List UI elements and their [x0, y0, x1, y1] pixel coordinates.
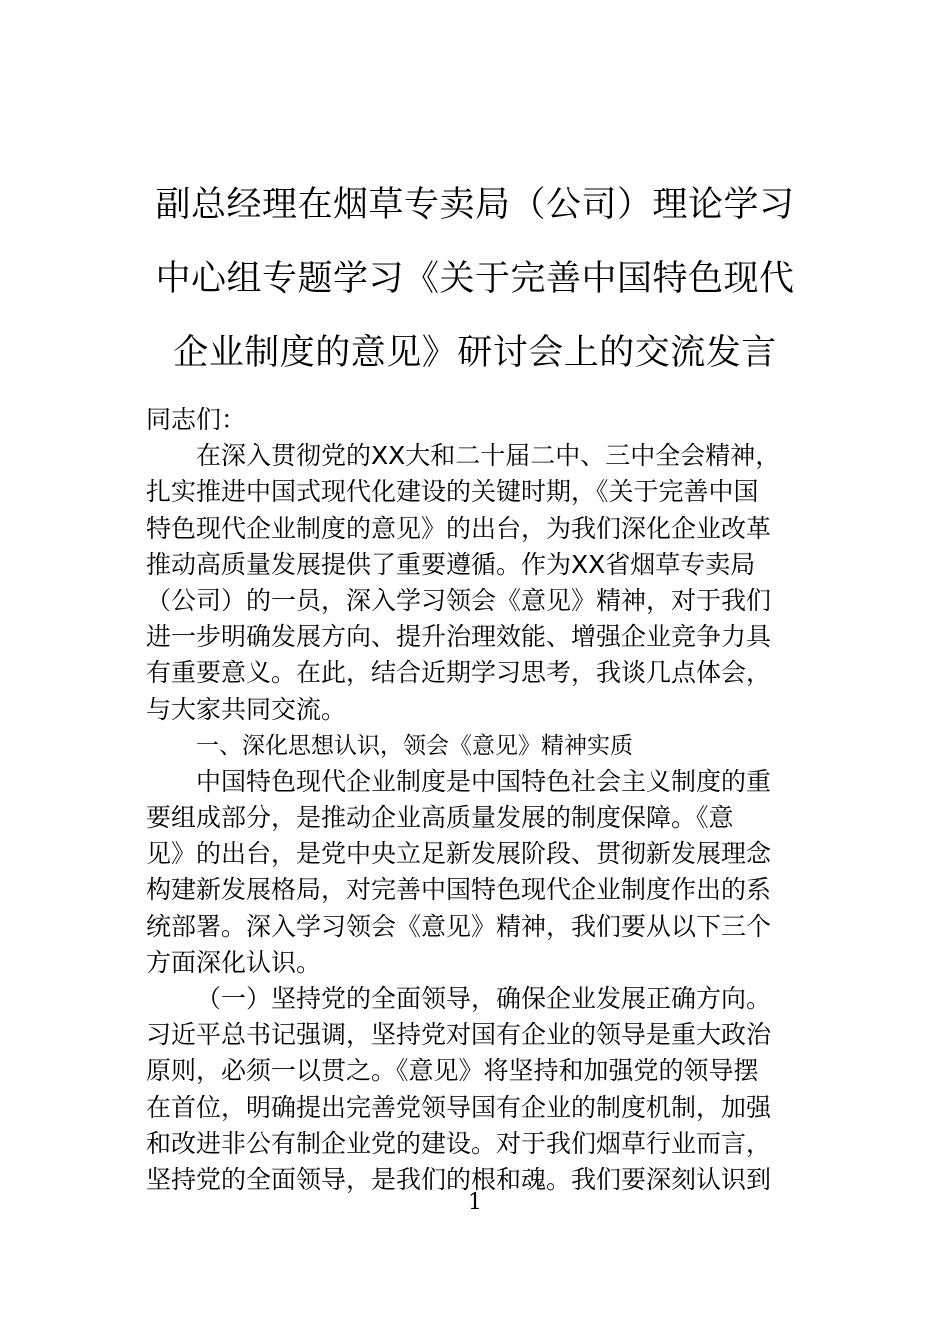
body-line: 构建新发展格局，对完善中国特色现代企业制度作出的系 [146, 875, 772, 905]
body-line: 坚持党的全面领导，是我们的根和魂。我们要深刻认识到 [146, 1164, 772, 1194]
title-line-1: 副总经理在烟草专卖局（公司）理论学习 [155, 185, 795, 225]
body-line: 统部署。深入学习领会《意见》精神，我们要从以下三个 [146, 911, 772, 941]
title-line-2: 中心组专题学习《关于完善中国特色现代 [155, 259, 795, 299]
body-line: 与大家共同交流。 [146, 694, 347, 724]
body-line: 有重要意义。在此，结合近期学习思考，我谈几点体会， [146, 658, 772, 688]
subsection-line: （一）坚持党的全面领导，确保企业发展正确方向。 [196, 984, 772, 1013]
document-title [0, 168, 950, 390]
body-line: 见》的出台，是党中央立足新发展阶段、贯彻新发展理念 [146, 839, 772, 869]
body-line: 和改进非公有制企业党的建设。对于我们烟草行业而言， [146, 1128, 772, 1158]
body-line: 中国特色现代企业制度是中国特色社会主义制度的重 [196, 766, 772, 796]
body-line: 特色现代企业制度的意见》的出台，为我们深化企业改革 [146, 513, 772, 543]
salutation: 同志们： [146, 405, 247, 434]
document-body [146, 402, 808, 1198]
body-line: 方面深化认识。 [146, 947, 322, 977]
body-line: 在深入贯彻党的XX大和二十届二中、三中全会精神， [196, 441, 781, 471]
body-line: 要组成部分，是推动企业高质量发展的制度保障。《意 [146, 803, 734, 833]
title-line-3: 企业制度的意见》研讨会上的交流发言 [173, 333, 777, 373]
body-line: 扎实推进中国式现代化建设的关键时期，《关于完善中国 [146, 477, 759, 507]
body-line: 推动高质量发展提供了重要遵循。作为XX省烟草专卖局 [146, 549, 756, 579]
body-line: 习近平总书记强调，坚持党对国有企业的领导是重大政治 [146, 1020, 772, 1050]
body-line: 进一步明确发展方向、提升治理效能、增强企业竞争力具 [146, 622, 772, 652]
section-heading: 一、深化思想认识，领会《意见》精神实质 [196, 732, 633, 759]
body-line: 在首位，明确提出完善党领导国有企业的制度机制，加强 [146, 1092, 772, 1122]
page-number: 1 [468, 1190, 482, 1215]
body-line: 原则，必须一以贯之。《意见》将坚持和加强党的领导摆 [146, 1056, 759, 1086]
body-line: （公司）的一员，深入学习领会《意见》精神，对于我们 [146, 585, 772, 615]
